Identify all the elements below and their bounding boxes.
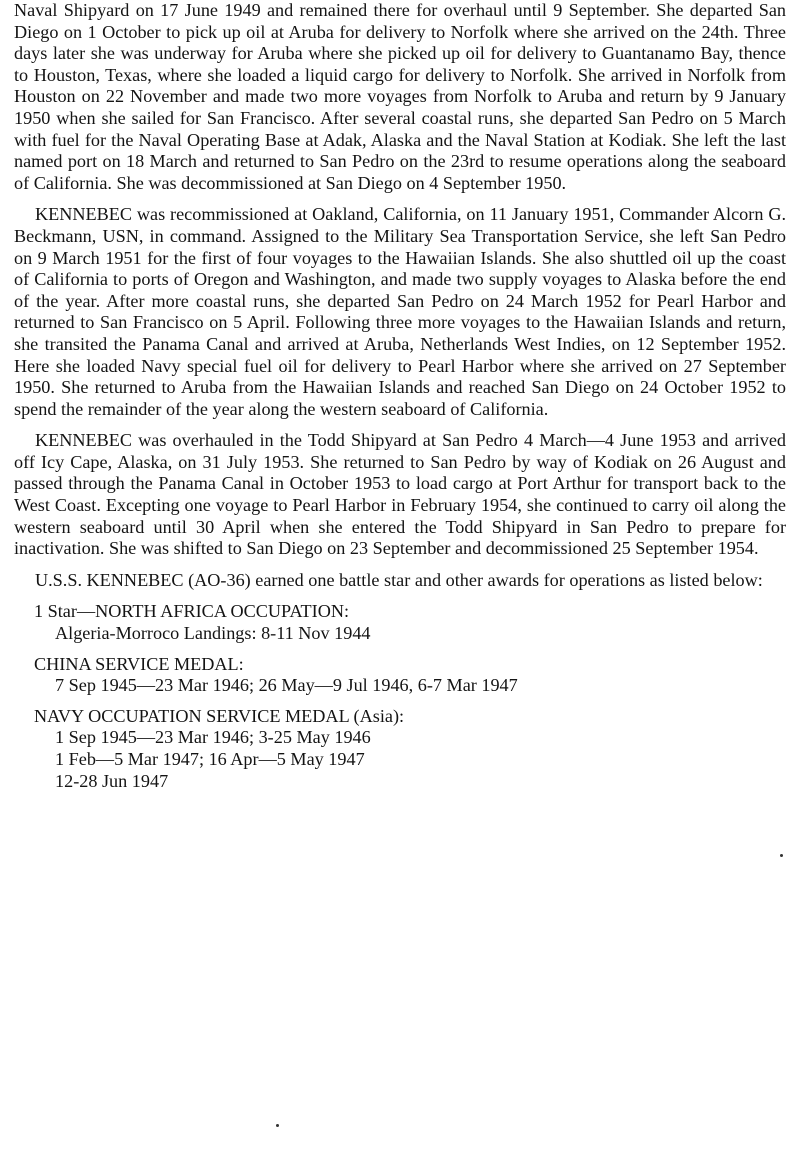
paragraph-1951-recommission: KENNEBEC was recommissioned at Oakland, California, on 11 January 1951, Commander Alcorn G. Beckmann, USN, in command. Assigned to the Military Sea Transportation Service, she left San Pedro on 9 March 1951 for the first of four voyages to the Hawaiian Islands. She also shuttled oil up the coast of California to ports of Oregon and Washington, and made two supply voyages to Alaska before the end of the year. After more coastal runs, she departed San Pedro on 24 March 1952 for Pearl Harbor and returned to San Francisco on 5 April. Following three more voyages to the Hawaiian Islands and return, she transited the Panama Canal and arrived at Aruba, Netherlands West Indies, on 12 September 1952. Here she loaded Navy special fuel oil for delivery to Pearl Harbor where she arrived on 27 September 1950. She returned to Aruba from the Hawaiian Islands and reached San Diego on 24 October 1952 to spend the remainder of the year along the western seaboard of California.: [14, 204, 786, 419]
award-title: 1 Star—NORTH AFRICA OCCUPATION:: [34, 601, 350, 622]
award-detail: 1 Feb—5 Mar 1947; 16 Apr—5 May 1947: [55, 749, 365, 769]
award-title: NAVY OCCUPATION SERVICE MEDAL (Asia):: [34, 705, 405, 726]
award-china-service: [34, 654, 786, 697]
paragraph-1953-overhaul: KENNEBEC was overhauled in the Todd Shipyard at San Pedro 4 March—4 June 1953 and arrived off Icy Cape, Alaska, on 31 July 1953. She returned to San Pedro by way of Kodiak on 26 August and passed through the Panama Canal in October 1953 to load cargo at Port Arthur for transport back to the West Coast. Excepting one voyage to Pearl Harbor in February 1954, she continued to carry oil along the western seaboard until 30 April when she entered the Todd Shipyard in San Pedro to prepare for inactivation. She was shifted to San Diego on 23 September and decommissioned 25 September 1954.: [14, 430, 786, 559]
print-speck: [780, 854, 783, 857]
awards-list: [14, 601, 786, 792]
award-detail: Algeria-Morroco Landings: 8-11 Nov 1944: [55, 623, 371, 644]
award-detail: 7 Sep 1945—23 Mar 1946; 26 May—9 Jul 1946, 6-7 Mar 1947: [55, 675, 518, 696]
paragraph-1950-operations: Naval Shipyard on 17 June 1949 and remained there for overhaul until 9 September. She departed San Diego on 1 October to pick up oil at Aruba for delivery to Norfolk where she arrived on the 24th. Three days later she was underway for Aruba where she picked up oil for delivery to Guantanamo Bay, thence to Houston, Texas, where she loaded a liquid cargo for delivery to Norfolk. She arrived in Norfolk from Houston on 22 November and made two more voyages from Norfolk to Aruba and return by 9 January 1950 when she sailed for San Francisco. After several coastal runs, she departed San Pedro on 5 March with fuel for the Naval Operating Base at Adak, Alaska and the Naval Station at Kodiak. She left the last named port on 18 March and returned to San Pedro on the 23rd to resume operations along the seaboard of California. She was decommissioned at San Diego on 4 September 1950.: [14, 0, 786, 193]
paragraph-awards-intro: U.S.S. KENNEBEC (AO-36) earned one battle star and other awards for operations as listed below:: [35, 569, 763, 590]
award-detail: 12-28 Jun 1947: [55, 770, 169, 791]
award-north-africa: [34, 601, 786, 644]
award-detail: 1 Sep 1945—23 Mar 1946; 3-25 May 1946: [55, 727, 371, 748]
award-navy-occupation: [34, 706, 786, 792]
print-speck: [276, 1124, 279, 1127]
award-title: CHINA SERVICE MEDAL:: [34, 653, 244, 674]
document-page: [14, 0, 786, 801]
